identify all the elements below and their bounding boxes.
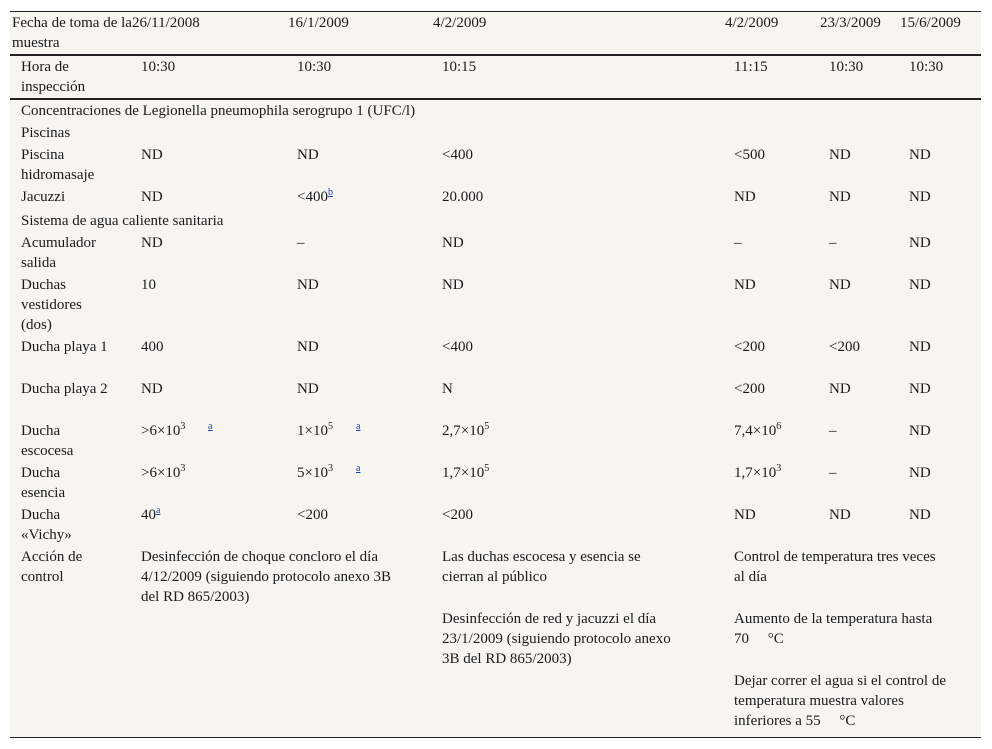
concentration-title: Concentraciones de Legionella pneumophila serogrupo 1 (UFC/l) bbox=[21, 103, 416, 119]
table-bottom-rule bbox=[10, 737, 981, 738]
escocesa-c5: – bbox=[829, 423, 837, 439]
acumulador-c2: – bbox=[297, 235, 305, 251]
header-rule bbox=[10, 54, 981, 56]
jacuzzi-c3: 20.000 bbox=[442, 189, 484, 205]
date-col-4: 4/2/2009 bbox=[725, 15, 779, 31]
time-label: Hora de inspección bbox=[21, 59, 86, 95]
esencia-c6: ND bbox=[909, 465, 931, 481]
accion-c4a: Control de temperatura tres veces al día bbox=[734, 549, 936, 585]
piscina-c1: ND bbox=[141, 147, 163, 163]
row-label-duchas-vestidores: Duchas vestidores (dos) bbox=[21, 277, 82, 333]
row-label-ducha-escocesa: Ducha escocesa bbox=[21, 423, 74, 459]
acumulador-c5: – bbox=[829, 235, 837, 251]
date-col-3: 4/2/2009 bbox=[433, 15, 487, 31]
jacuzzi-c6: ND bbox=[909, 189, 931, 205]
playa2-c3: N bbox=[442, 381, 453, 397]
accion-c4c: Dejar correr el agua si el control de temperatura muestra valores inferiores a 55 °C bbox=[734, 673, 946, 729]
accion-c1: Desinfección de choque concloro el día 4/12/2009 (siguiendo protocolo anexo 3B del RD 865/2003) bbox=[141, 549, 391, 605]
playa2-c1: ND bbox=[141, 381, 163, 397]
playa2-c6: ND bbox=[909, 381, 931, 397]
section-hot-water: Sistema de agua caliente sanitaria bbox=[21, 213, 224, 229]
esencia-c2: $5\times 10^3$ bbox=[297, 463, 333, 481]
jacuzzi-c1: ND bbox=[141, 189, 163, 205]
vichy-c4: ND bbox=[734, 507, 756, 523]
playa1-c1: 400 bbox=[141, 339, 164, 355]
playa1-c3: <400 bbox=[442, 339, 473, 355]
acumulador-c4: – bbox=[734, 235, 742, 251]
duchas-vest-c1: 10 bbox=[141, 277, 156, 293]
row-label-ducha-vichy: Ducha «Vichy» bbox=[21, 507, 72, 543]
vichy-c3: <200 bbox=[442, 507, 473, 523]
playa1-c2: ND bbox=[297, 339, 319, 355]
esencia-c1: $>6\times 10^3$ bbox=[141, 463, 186, 481]
piscina-c2: ND bbox=[297, 147, 319, 163]
esencia-c5: – bbox=[829, 465, 837, 481]
row-label-piscina: Piscina hidromasaje bbox=[21, 147, 95, 183]
accion-c3a: Las duchas escocesa y esencia se cierran al público bbox=[442, 549, 641, 585]
acumulador-c3: ND bbox=[442, 235, 464, 251]
escocesa-c1: $>6\times 10^3$ bbox=[141, 421, 186, 439]
footnote-b-link[interactable]: b bbox=[327, 187, 333, 198]
jacuzzi-c5: ND bbox=[829, 189, 851, 205]
playa2-c4: <200 bbox=[734, 381, 765, 397]
piscina-c4: <500 bbox=[734, 147, 765, 163]
row-label-ducha-playa-1: Ducha playa 1 bbox=[21, 339, 108, 355]
acumulador-c1: ND bbox=[141, 235, 163, 251]
accion-c3b: Desinfección de red y jacuzzi el día 23/1/2009 (siguiendo protocolo anexo 3B del RD 865/2003) bbox=[442, 611, 671, 667]
vichy-c2: <200 bbox=[297, 507, 328, 523]
esencia-c4: $1,7\times 10^3$ bbox=[734, 463, 782, 481]
escocesa-c3: $2,7\times 10^5$ bbox=[442, 421, 490, 439]
escocesa-c2-footnote-a[interactable]: a bbox=[356, 421, 361, 432]
escocesa-c6: ND bbox=[909, 423, 931, 439]
esencia-c2-footnote-a[interactable]: a bbox=[356, 463, 361, 474]
accion-c4b: Aumento de la temperatura hasta 70 °C bbox=[734, 611, 933, 647]
time-col-1: 10:30 bbox=[141, 59, 176, 75]
playa2-c5: ND bbox=[829, 381, 851, 397]
section-pools: Piscinas bbox=[21, 125, 71, 141]
duchas-vest-c2: ND bbox=[297, 277, 319, 293]
date-label: Fecha de toma de la muestra bbox=[12, 15, 132, 51]
escocesa-c4: $7,4\times 10^6$ bbox=[734, 421, 782, 439]
row-label-ducha-playa-2: Ducha playa 2 bbox=[21, 381, 108, 397]
escocesa-c2: $1\times 10^5$ bbox=[297, 421, 333, 439]
piscina-c3: <400 bbox=[442, 147, 473, 163]
playa1-c5: <200 bbox=[829, 339, 860, 355]
duchas-vest-c6: ND bbox=[909, 277, 931, 293]
time-col-2: 10:30 bbox=[297, 59, 332, 75]
playa2-c2: ND bbox=[297, 381, 319, 397]
esencia-c3: $1,7\times 10^5$ bbox=[442, 463, 490, 481]
date-col-6: 15/6/2009 bbox=[900, 15, 961, 31]
jacuzzi-c2: <400$^b$ bbox=[297, 187, 333, 205]
playa1-c4: <200 bbox=[734, 339, 765, 355]
vichy-footnote-a[interactable]: a bbox=[156, 505, 161, 516]
jacuzzi-c4: ND bbox=[734, 189, 756, 205]
date-col-1: 26/11/2008 bbox=[132, 15, 200, 31]
vichy-c5: ND bbox=[829, 507, 851, 523]
playa1-c6: ND bbox=[909, 339, 931, 355]
row-label-accion: Acción de control bbox=[21, 549, 83, 585]
vichy-c6: ND bbox=[909, 507, 931, 523]
row-label-acumulador: Acumulador salida bbox=[21, 235, 96, 271]
table-top-rule bbox=[10, 11, 981, 12]
date-col-2: 16/1/2009 bbox=[288, 15, 349, 31]
escocesa-c1-footnote-a[interactable]: a bbox=[208, 421, 213, 432]
date-col-5: 23/3/2009 bbox=[820, 15, 881, 31]
time-col-6: 10:30 bbox=[909, 59, 944, 75]
duchas-vest-c4: ND bbox=[734, 277, 756, 293]
piscina-c5: ND bbox=[829, 147, 851, 163]
acumulador-c6: ND bbox=[909, 235, 931, 251]
time-col-3: 10:15 bbox=[442, 59, 477, 75]
row-label-jacuzzi: Jacuzzi bbox=[21, 189, 66, 205]
duchas-vest-c3: ND bbox=[442, 277, 464, 293]
time-col-4: 11:15 bbox=[734, 59, 768, 75]
time-rule bbox=[10, 98, 981, 100]
piscina-c6: ND bbox=[909, 147, 931, 163]
duchas-vest-c5: ND bbox=[829, 277, 851, 293]
vichy-c1: 40$^a$ bbox=[141, 505, 161, 523]
time-col-5: 10:30 bbox=[829, 59, 864, 75]
row-label-ducha-esencia: Ducha esencia bbox=[21, 465, 66, 501]
